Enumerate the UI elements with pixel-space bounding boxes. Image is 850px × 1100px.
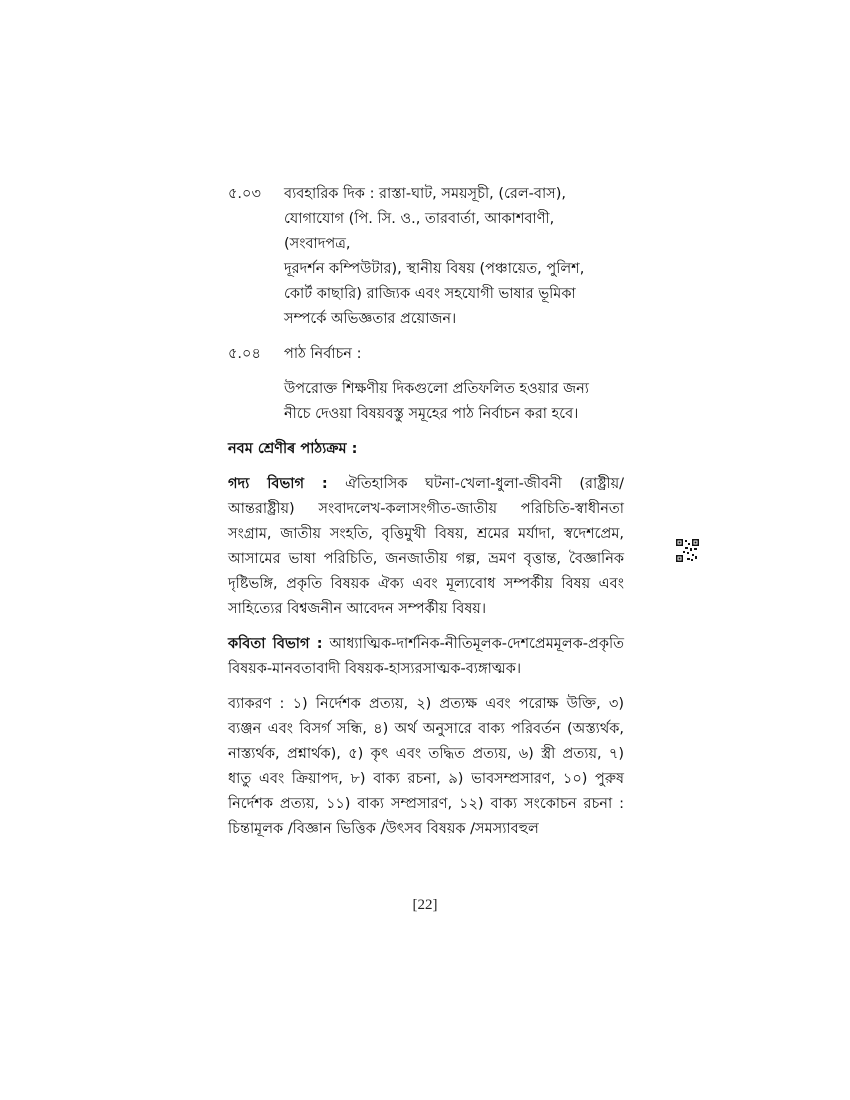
text-line: ব্যবহারিক দিক : রাস্তা-ঘাট, সময়সূচী, (রেল-বাস),: [284, 186, 566, 202]
text-line: কোর্ট কাছারি) রাজ্যিক এবং সহযোগী ভাষার ভূমিকা: [284, 286, 576, 302]
syllabus-heading: নবম শ্রেণীৰ পাঠ্যক্রম :: [228, 441, 358, 457]
qr-code-icon: [675, 538, 700, 563]
grammar-section: [228, 692, 624, 842]
section-5-03: [228, 182, 624, 332]
text-line: দূরদর্শন কম্পিউটার), স্থানীয় বিষয় (পঞ্চায়েত, পুলিশ,: [284, 261, 585, 277]
text-line: যোগাযোগ (পি. সি. ও., তারবার্তা, আকাশবাণী, (সংবাদপত্র,: [284, 211, 555, 252]
text-line: সম্পর্কে অভিজ্ঞতার প্রয়োজন।: [284, 311, 457, 327]
poetry-text: আধ্যাত্মিক-দার্শনিক-নীতিমূলক-দেশপ্রেমমূলক-প্রকৃতি বিষয়ক-মানবতাবাদী বিষয়ক-হাস্যরসাত্মক-ব্যঙ্গাত্মক।: [228, 636, 624, 677]
prose-label: গদ্য বিভাগ :: [228, 476, 328, 492]
section-number: ৫.০৪: [228, 346, 261, 362]
prose-text: ঐতিহাসিক ঘটনা-খেলা-ধুলা-জীবনী (রাষ্ট্রীয়/আন্তরাষ্ট্রীয়) সংবাদলেখ-কলাসংগীত-জাতীয় পরিচিতি-স্বাধীনতা সংগ্রাম, জাতীয় সংহতি, বৃত্তিমুখী বিষয়, শ্রমের মর্যাদা, স্বদেশপ্রেম, আসামের ভাষা পরিচিতি, জনজাতীয় গল্প, ভ্রমণ বৃত্তান্ত, বৈজ্ঞানিক দৃষ্টিভঙ্গি, প্রকৃতি বিষয়ক ঐক্য এবং মূল্যবোধ সম্পর্কীয় বিষয় এবং সাহিত্যের বিশ্বজনীন আবেদন সম্পর্কীয় বিষয়।: [228, 476, 625, 617]
poetry-label: কবিতা বিভাগ :: [228, 636, 323, 652]
grammar-label: ব্যাকরণ :: [228, 696, 285, 712]
section-5-04: [228, 342, 624, 367]
text-line: নীচে দেওয়া বিষয়বস্তু সমূহের পাঠ নির্বাচন করা হবে।: [284, 406, 579, 422]
section-body: [284, 182, 622, 332]
prose-section: [228, 472, 624, 622]
grammar-text: ১) নির্দেশক প্রত্যয়, ২) প্রত্যক্ষ এবং পরোক্ষ উক্তি, ৩) ব্যঞ্জন এবং বিসর্গ সন্ধি, ৪) অর্থ অনুসারে বাক্য পরিবর্তন (অস্ত্যর্থক, নাস্ত্যর্থক, প্রশ্নার্থক), ৫) কৃৎ এবং তদ্ধিত প্রত্যয়, ৬) স্ত্রী প্রত্যয়, ৭) ধাতু এবং ক্রিয়াপদ, ৮) বাক্য রচনা, ৯) ভাবসম্প্রসারণ, ১০) পুরুষ নির্দেশক প্রত্যয়, ১১) বাক্য সম্প্রসারণ, ১২) বাক্য সংকোচন রচনা : চিন্তামূলক /বিজ্ঞান ভিত্তিক /উৎসব বিষয়ক /সমস্যাবহুল: [228, 696, 624, 837]
section-number: ৫.০৩: [228, 186, 261, 202]
section-title: পাঠ নির্বাচন :: [284, 346, 362, 362]
poetry-section: [228, 632, 624, 682]
text-line: উপরোক্ত শিক্ষণীয় দিকগুলো প্রতিফলিত হওয়ার জন্য: [284, 381, 589, 397]
page-content: [228, 182, 624, 852]
selection-paragraph: [284, 377, 624, 427]
page-number: [22]: [412, 897, 438, 913]
